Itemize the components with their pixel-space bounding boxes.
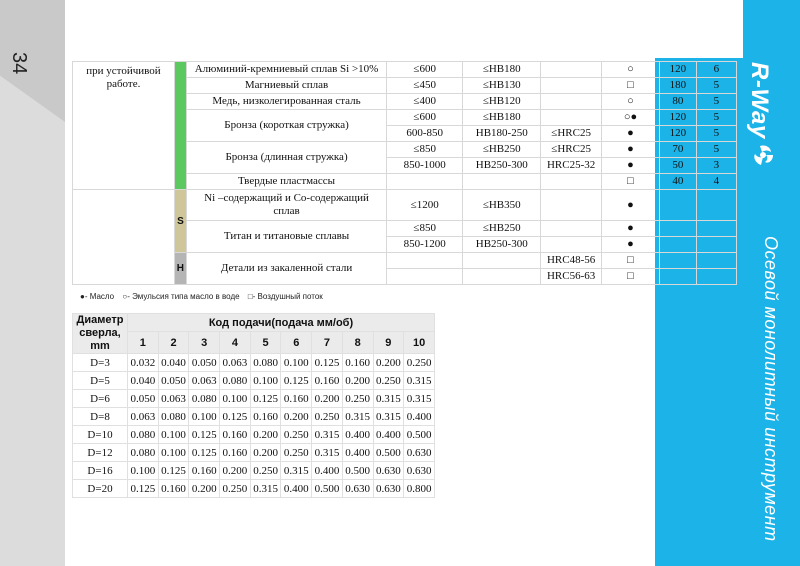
diameter-cell: D=20	[73, 480, 128, 498]
note-blank	[73, 190, 175, 285]
feed-code-cell	[696, 253, 736, 269]
feed-value-cell: 0.100	[220, 390, 251, 408]
diameter-cell: D=6	[73, 390, 128, 408]
hardness-cell	[463, 174, 541, 190]
strength-cell: ≤850	[387, 221, 463, 237]
page-subtitle: Осевой монолитный инструмент	[761, 236, 781, 542]
feed-value-cell: 0.160	[250, 408, 281, 426]
coolant-cell: □	[601, 253, 659, 269]
feed-value-cell: 0.125	[158, 462, 189, 480]
feed-value-cell: 0.040	[128, 372, 159, 390]
material-name: Детали из закаленной стали	[186, 253, 386, 285]
diameter-cell: D=12	[73, 444, 128, 462]
feed-value-cell: 0.200	[373, 354, 404, 372]
feed-code-cell: 5	[696, 126, 736, 142]
strength-cell: ≤850	[387, 142, 463, 158]
diameter-cell: D=16	[73, 462, 128, 480]
feed-value-cell: 0.063	[128, 408, 159, 426]
feed-value-cell: 0.315	[373, 408, 404, 426]
feed-value-cell: 0.080	[220, 372, 251, 390]
feed-value-cell: 0.630	[404, 444, 435, 462]
feed-value-cell: 0.200	[281, 408, 312, 426]
strength-cell: 850-1000	[387, 158, 463, 174]
feed-value-cell: 0.125	[220, 408, 251, 426]
feed-value-cell: 0.315	[250, 480, 281, 498]
table-row	[73, 426, 435, 444]
feed-value-cell: 0.315	[404, 372, 435, 390]
usage-note: при устойчивой работе.	[73, 62, 175, 190]
hrc-cell	[541, 174, 602, 190]
feed-value-cell: 0.315	[404, 390, 435, 408]
table-row	[73, 62, 737, 78]
feed-value-cell: 0.400	[312, 462, 343, 480]
strength-cell: ≤600	[387, 62, 463, 78]
feed-value-cell: 0.400	[404, 408, 435, 426]
table-row	[73, 480, 435, 498]
material-name: Ni –содержащий и Co-содержащий сплав	[186, 190, 386, 221]
strength-cell: ≤1200	[387, 190, 463, 221]
feed-value-cell: 0.500	[404, 426, 435, 444]
feed-code-cell	[696, 190, 736, 221]
table-row	[73, 390, 435, 408]
material-name: Титан и титановые сплавы	[186, 221, 386, 253]
hardness-cell: HB250-300	[463, 158, 541, 174]
swirl-logo-icon	[744, 143, 775, 167]
hrc-cell: HRC56-63	[541, 269, 602, 285]
hrc-cell	[541, 221, 602, 237]
hrc-cell	[541, 94, 602, 110]
feed-value-cell: 0.100	[250, 372, 281, 390]
feed-value-cell: 0.250	[281, 426, 312, 444]
feed-value-cell: 0.125	[281, 372, 312, 390]
coolant-cell: □	[601, 174, 659, 190]
speed-cell	[659, 237, 696, 253]
material-name: Твердые пластмассы	[186, 174, 386, 190]
group-n-marker	[174, 62, 186, 190]
feed-code-cell: 5	[696, 142, 736, 158]
strength-cell	[387, 269, 463, 285]
table-row	[73, 372, 435, 390]
table-header-row	[73, 332, 435, 354]
strength-cell: ≤600	[387, 110, 463, 126]
hrc-cell: HRC48-56	[541, 253, 602, 269]
strength-cell: 600-850	[387, 126, 463, 142]
coolant-cell: ○	[601, 94, 659, 110]
feed-value-cell: 0.125	[312, 354, 343, 372]
diameter-cell: D=5	[73, 372, 128, 390]
coolant-cell: ●	[601, 190, 659, 221]
hardness-cell	[463, 269, 541, 285]
coolant-cell: ●	[601, 237, 659, 253]
feed-value-cell: 0.050	[189, 354, 220, 372]
material-name: Магниевый сплав	[186, 78, 386, 94]
feed-value-cell: 0.630	[342, 480, 373, 498]
group-s-marker: S	[174, 190, 186, 253]
feed-value-cell: 0.100	[189, 408, 220, 426]
feed-value-cell: 0.032	[128, 354, 159, 372]
coolant-cell: ○●	[601, 110, 659, 126]
feed-value-cell: 0.160	[189, 462, 220, 480]
feed-value-cell: 0.200	[250, 444, 281, 462]
speed-cell: 120	[659, 110, 696, 126]
feed-value-cell: 0.200	[250, 426, 281, 444]
feed-value-cell: 0.160	[342, 354, 373, 372]
feed-value-cell: 0.400	[373, 426, 404, 444]
feed-value-cell: 0.063	[158, 390, 189, 408]
hardness-cell: ≤HB120	[463, 94, 541, 110]
hrc-cell	[541, 237, 602, 253]
feed-code-cell	[696, 221, 736, 237]
feed-value-cell: 0.100	[128, 462, 159, 480]
coolant-cell: ○	[601, 62, 659, 78]
hardness-cell: ≤HB180	[463, 62, 541, 78]
coolant-cell: ●	[601, 221, 659, 237]
feed-value-cell: 0.040	[158, 354, 189, 372]
coolant-cell: □	[601, 269, 659, 285]
hardness-cell: ≤HB130	[463, 78, 541, 94]
band-corner	[655, 0, 743, 58]
feed-value-cell: 0.315	[312, 444, 343, 462]
diameter-cell: D=10	[73, 426, 128, 444]
speed-cell	[659, 221, 696, 237]
code-header: 10	[404, 332, 435, 354]
material-name: Бронза (длинная стружка)	[186, 142, 386, 174]
feed-code-cell: 5	[696, 78, 736, 94]
legend-oil: ●- Масло	[80, 292, 115, 301]
coolant-legend	[80, 292, 329, 301]
coolant-cell: ●	[601, 126, 659, 142]
code-header: 4	[220, 332, 251, 354]
hrc-cell	[541, 110, 602, 126]
left-margin-band	[0, 0, 65, 566]
feed-value-cell: 0.400	[281, 480, 312, 498]
speed-cell: 40	[659, 174, 696, 190]
legend-air: □- Воздушный поток	[247, 292, 323, 301]
feed-value-cell: 0.315	[281, 462, 312, 480]
speed-cell	[659, 253, 696, 269]
feed-rate-table	[72, 313, 435, 498]
hardness-cell: HB180-250	[463, 126, 541, 142]
feed-value-cell: 0.200	[189, 480, 220, 498]
code-header: 7	[312, 332, 343, 354]
diameter-header: Диаметр сверла, mm	[73, 314, 128, 354]
code-header: 2	[158, 332, 189, 354]
feed-value-cell: 0.080	[128, 444, 159, 462]
brand-name: R-Way	[746, 62, 774, 139]
feed-value-cell: 0.200	[342, 372, 373, 390]
strength-cell: ≤400	[387, 94, 463, 110]
hrc-cell	[541, 62, 602, 78]
feed-value-cell: 0.800	[404, 480, 435, 498]
material-name: Медь, низколегированная сталь	[186, 94, 386, 110]
feed-code-cell: 6	[696, 62, 736, 78]
feed-value-cell: 0.200	[312, 390, 343, 408]
feed-value-cell: 0.100	[281, 354, 312, 372]
material-name: Бронза (короткая стружка)	[186, 110, 386, 142]
feed-value-cell: 0.100	[158, 426, 189, 444]
strength-cell: 850-1200	[387, 237, 463, 253]
hrc-cell	[541, 190, 602, 221]
feed-value-cell: 0.250	[220, 480, 251, 498]
feed-value-cell: 0.125	[189, 444, 220, 462]
feed-value-cell: 0.250	[373, 372, 404, 390]
code-header: 1	[128, 332, 159, 354]
speed-cell: 80	[659, 94, 696, 110]
feed-code-cell: 5	[696, 94, 736, 110]
feed-value-cell: 0.630	[373, 462, 404, 480]
hardness-cell	[463, 253, 541, 269]
strength-cell	[387, 174, 463, 190]
table-row	[73, 444, 435, 462]
feed-value-cell: 0.160	[220, 444, 251, 462]
strength-cell: ≤450	[387, 78, 463, 94]
feed-value-cell: 0.050	[128, 390, 159, 408]
coolant-cell: ●	[601, 158, 659, 174]
hardness-cell: ≤HB350	[463, 190, 541, 221]
hrc-cell: ≤HRC25	[541, 126, 602, 142]
coolant-cell: □	[601, 78, 659, 94]
feed-value-cell: 0.630	[373, 480, 404, 498]
hardness-cell: HB250-300	[463, 237, 541, 253]
speed-cell	[659, 190, 696, 221]
hardness-cell: ≤HB250	[463, 142, 541, 158]
feed-value-cell: 0.500	[312, 480, 343, 498]
feed-value-cell: 0.160	[312, 372, 343, 390]
feed-code-cell	[696, 269, 736, 285]
feed-value-cell: 0.630	[404, 462, 435, 480]
feed-value-cell: 0.063	[189, 372, 220, 390]
feed-value-cell: 0.080	[128, 426, 159, 444]
hrc-cell: HRC25-32	[541, 158, 602, 174]
feed-code-cell: 4	[696, 174, 736, 190]
legend-emulsion: ○- Эмульсия типа масло в воде	[122, 292, 240, 301]
feed-value-cell: 0.500	[373, 444, 404, 462]
speed-cell	[659, 269, 696, 285]
materials-table	[72, 61, 737, 285]
speed-cell: 120	[659, 126, 696, 142]
feed-code-header: Код подачи(подача мм/об)	[128, 314, 435, 332]
coolant-cell: ●	[601, 142, 659, 158]
table-header-row	[73, 314, 435, 332]
hardness-cell: ≤HB180	[463, 110, 541, 126]
feed-code-cell	[696, 237, 736, 253]
feed-value-cell: 0.063	[220, 354, 251, 372]
table-row	[73, 408, 435, 426]
table-row	[73, 462, 435, 480]
feed-value-cell: 0.080	[158, 408, 189, 426]
feed-value-cell: 0.400	[342, 444, 373, 462]
code-header: 9	[373, 332, 404, 354]
feed-value-cell: 0.250	[281, 444, 312, 462]
diameter-cell: D=8	[73, 408, 128, 426]
hrc-cell: ≤HRC25	[541, 142, 602, 158]
strength-cell	[387, 253, 463, 269]
code-header: 5	[250, 332, 281, 354]
feed-value-cell: 0.080	[250, 354, 281, 372]
feed-value-cell: 0.400	[342, 426, 373, 444]
brand-logo	[744, 62, 775, 167]
feed-value-cell: 0.250	[250, 462, 281, 480]
feed-value-cell: 0.080	[189, 390, 220, 408]
table-row	[73, 190, 737, 221]
speed-cell: 180	[659, 78, 696, 94]
code-header: 3	[189, 332, 220, 354]
page-number: 34	[8, 52, 30, 75]
hrc-cell	[541, 78, 602, 94]
feed-value-cell: 0.160	[220, 426, 251, 444]
group-h-marker: H	[174, 253, 186, 285]
feed-value-cell: 0.315	[373, 390, 404, 408]
feed-value-cell: 0.160	[158, 480, 189, 498]
feed-value-cell: 0.315	[342, 408, 373, 426]
speed-cell: 120	[659, 62, 696, 78]
hardness-cell: ≤HB250	[463, 221, 541, 237]
feed-value-cell: 0.160	[281, 390, 312, 408]
feed-value-cell: 0.050	[158, 372, 189, 390]
feed-code-cell: 5	[696, 110, 736, 126]
feed-value-cell: 0.125	[250, 390, 281, 408]
feed-value-cell: 0.125	[189, 426, 220, 444]
feed-value-cell: 0.200	[220, 462, 251, 480]
diameter-cell: D=3	[73, 354, 128, 372]
feed-value-cell: 0.250	[342, 390, 373, 408]
code-header: 6	[281, 332, 312, 354]
speed-cell: 70	[659, 142, 696, 158]
table-row	[73, 354, 435, 372]
material-name: Алюминий-кремниевый сплав Si >10%	[186, 62, 386, 78]
code-header: 8	[342, 332, 373, 354]
feed-code-cell: 3	[696, 158, 736, 174]
feed-value-cell: 0.125	[128, 480, 159, 498]
feed-value-cell: 0.100	[158, 444, 189, 462]
feed-value-cell: 0.250	[404, 354, 435, 372]
feed-value-cell: 0.315	[312, 426, 343, 444]
feed-value-cell: 0.250	[312, 408, 343, 426]
speed-cell: 50	[659, 158, 696, 174]
feed-value-cell: 0.500	[342, 462, 373, 480]
